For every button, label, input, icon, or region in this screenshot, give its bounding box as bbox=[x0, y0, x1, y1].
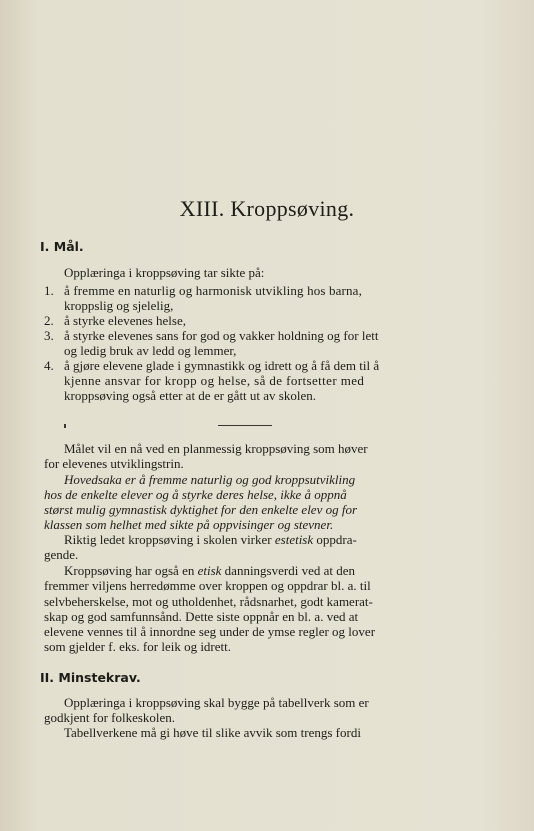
s2-line-3: Tabellverkene må gi høve til slike avvik som trengs fordi bbox=[64, 725, 361, 740]
p2-line-4: klassen som helhet med sikte på oppvisinger og stevner. bbox=[44, 517, 334, 532]
section-heading-mal: I. Mål. bbox=[40, 239, 84, 254]
p1-line-1: Målet vil en nå ved en planmessig kroppsøving som høver bbox=[64, 441, 368, 456]
list-item-3-line-1: å styrke elevenes sans for god og vakker holdning og for lett bbox=[64, 328, 379, 343]
p4-text-end: danningsverdi ved at den bbox=[221, 563, 355, 578]
list-item-3-line-2: og ledig bruk av ledd og lemmer, bbox=[64, 343, 237, 358]
p4-line-1 bbox=[64, 563, 355, 578]
list-item-2-line-1: å styrke elevenes helse, bbox=[64, 313, 187, 328]
chapter-title: XIII. Kroppsøving. bbox=[179, 196, 355, 221]
p4-line-4: skap og god samfunnsånd. Dette siste oppnår en bl. a. ved at bbox=[44, 609, 359, 624]
p4-line-6: som gjelder f. eks. for leik og idrett. bbox=[44, 639, 232, 654]
p1-line-2: for elevenes utviklingstrin. bbox=[44, 456, 184, 471]
list-number-3: 3. bbox=[44, 328, 54, 343]
p4-line-5: elevene vennes til å innordne seg under de ymse regler og lover bbox=[44, 624, 376, 639]
list-number-4: 4. bbox=[44, 358, 54, 373]
list-item-1-line-1: å fremme en naturlig og harmonisk utvikling hos barna, bbox=[64, 283, 363, 298]
list-item-4-line-1: å gjøre elevene glade i gymnastikk og idrett og å få dem til å bbox=[64, 358, 380, 373]
p3-text: Riktig ledet kroppsøving i skolen virker bbox=[64, 532, 275, 547]
p4-text: Kroppsøving har også en bbox=[64, 563, 198, 578]
section-heading-minstekrav: II. Minstekrav. bbox=[40, 670, 141, 685]
list-item-4-line-3: kroppsøving også etter at de er gått ut av skolen. bbox=[64, 388, 316, 403]
s2-line-1: Opplæringa i kroppsøving skal bygge på tabellverk som er bbox=[64, 695, 369, 710]
p3-line-2: gende. bbox=[44, 547, 79, 562]
list-number-2: 2. bbox=[44, 313, 54, 328]
p2-line-3: størst mulig gymnastisk dyktighet for den enkelte elev og for bbox=[44, 502, 358, 517]
list-number-1: 1. bbox=[44, 283, 54, 298]
p4-line-2: fremmer viljens herredømme over kroppen og oppdrar bl. a. til bbox=[44, 578, 371, 593]
p3-emphasis: estetisk bbox=[274, 532, 314, 547]
intro-line: Opplæringa i kroppsøving tar sikte på: bbox=[64, 265, 265, 280]
p2-line-2: hos de enkelte elever og å styrke deres helse, ikke å oppnå bbox=[44, 487, 347, 502]
p4-emphasis: etisk bbox=[197, 563, 222, 578]
p3-text-end: oppdra- bbox=[313, 532, 357, 547]
list-item-4-line-2: kjenne ansvar for kropp og helse, så de fortsetter med bbox=[64, 373, 365, 388]
section-divider bbox=[218, 425, 272, 426]
ink-mark bbox=[64, 424, 66, 428]
p3-line-1 bbox=[64, 532, 357, 547]
p2-line-1: Hovedsaka er å fremme naturlig og god kroppsutvikling bbox=[64, 472, 356, 487]
s2-line-2: godkjent for folkeskolen. bbox=[44, 710, 176, 725]
p4-line-3: selvbeherskelse, mot og utholdenhet, rådsnarhet, godt kamerat- bbox=[44, 594, 373, 609]
list-item-1-line-2: kroppslig og sjelelig, bbox=[64, 298, 174, 313]
